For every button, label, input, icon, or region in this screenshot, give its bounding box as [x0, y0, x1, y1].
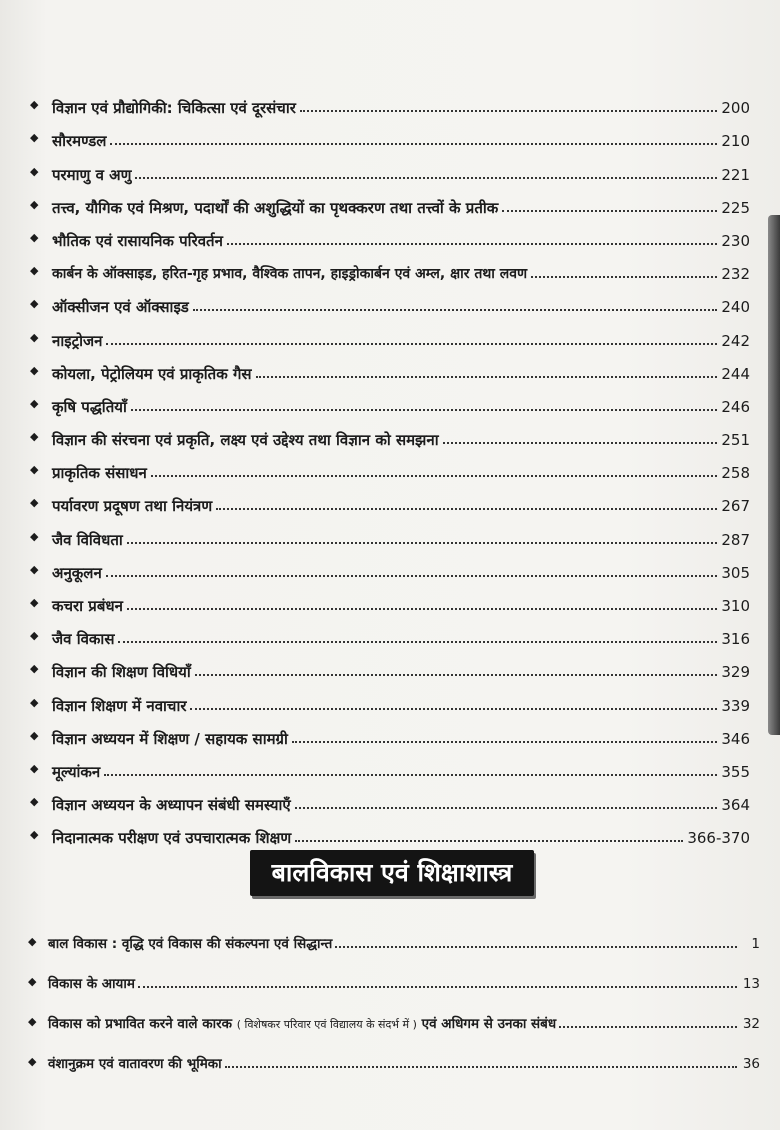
toc-row[interactable]: [30, 383, 750, 416]
toc-row[interactable]: [28, 993, 760, 1033]
toc-row[interactable]: [30, 316, 750, 349]
toc-title: कृषि पद्धतियाँ: [52, 397, 127, 416]
toc-row[interactable]: [30, 681, 750, 714]
toc-science-section: [30, 84, 750, 847]
toc-title: प्राकृतिक संसाधन: [52, 464, 147, 483]
toc-title: सौरमण्डल: [52, 132, 107, 151]
toc-row[interactable]: [30, 781, 750, 814]
diamond-bullet-icon: ◆: [30, 430, 39, 444]
toc-title: विज्ञान अध्ययन के अध्यापन संबंधी समस्याएँ: [52, 796, 291, 815]
diamond-bullet-icon: ◆: [28, 975, 37, 988]
dot-leader: [106, 575, 718, 577]
toc-title: तत्त्व, यौगिक एवं मिश्रण, पदार्थों की अशुद्धियों का पृथक्करण तथा तत्त्वों के प्रतीक: [52, 198, 499, 217]
toc-page-number: 316: [721, 630, 750, 649]
toc-page-number: 242: [721, 331, 750, 350]
diamond-bullet-icon: ◆: [28, 1015, 37, 1028]
toc-row[interactable]: [30, 184, 750, 217]
toc-page-number: 13: [742, 976, 760, 992]
toc-row[interactable]: [30, 283, 750, 316]
toc-page-number: 230: [721, 231, 750, 250]
toc-title: परमाणु व अणु: [52, 165, 132, 184]
toc-title: कोयला, पेट्रोलियम एवं प्राकृतिक गैस: [52, 364, 252, 383]
dot-leader: [106, 343, 717, 345]
toc-row[interactable]: [30, 748, 750, 781]
toc-title: बाल विकास : वृद्धि एवं विकास की संकल्पना एवं सिद्धान्त: [48, 936, 333, 952]
toc-page-number: 258: [721, 464, 750, 483]
dot-leader: [104, 774, 717, 776]
dot-leader: [195, 674, 718, 676]
toc-page-number: 305: [721, 563, 750, 582]
toc-page-number: 240: [721, 298, 750, 317]
diamond-bullet-icon: ◆: [30, 363, 39, 377]
toc-row[interactable]: [30, 648, 750, 681]
toc-page-number: 32: [742, 1016, 760, 1032]
diamond-bullet-icon: ◆: [28, 935, 37, 948]
toc-page-number: 221: [721, 165, 750, 184]
toc-row[interactable]: [30, 250, 750, 283]
toc-page-number: 246: [721, 397, 750, 416]
toc-page-number: 210: [721, 132, 750, 151]
toc-row[interactable]: [30, 217, 750, 250]
toc-title: विज्ञान अध्ययन में शिक्षण / सहायक सामग्री: [52, 729, 288, 748]
section-heading: बालविकास एवं शिक्षाशास्त्र: [250, 850, 534, 896]
toc-page-number: 364: [721, 796, 750, 815]
dot-leader: [193, 309, 718, 311]
toc-title: विज्ञान की शिक्षण विधियाँ: [52, 663, 191, 682]
dot-leader: [502, 210, 717, 212]
section-heading-box: [250, 850, 534, 900]
diamond-bullet-icon: ◆: [30, 197, 39, 211]
toc-title: मूल्यांकन: [52, 762, 101, 781]
toc-title: जैव विविधता: [52, 530, 123, 549]
toc-row[interactable]: [30, 615, 750, 648]
toc-page-number: 339: [721, 696, 750, 715]
page-edge-tab: [768, 215, 780, 735]
toc-row[interactable]: [30, 715, 750, 748]
toc-row[interactable]: [30, 482, 750, 515]
diamond-bullet-icon: ◆: [30, 662, 39, 676]
diamond-bullet-icon: ◆: [30, 629, 39, 643]
toc-title: विज्ञान शिक्षण में नवाचार: [52, 696, 187, 715]
diamond-bullet-icon: ◆: [30, 728, 39, 742]
toc-page-number: 251: [721, 431, 750, 450]
toc-page-number: 244: [721, 364, 750, 383]
diamond-bullet-icon: ◆: [30, 164, 39, 178]
toc-title: वंशानुक्रम एवं वातावरण की भूमिका: [48, 1056, 222, 1072]
dot-leader: [256, 376, 718, 378]
toc-row[interactable]: [28, 913, 760, 953]
dot-leader: [190, 708, 717, 710]
toc-title: विज्ञान एवं प्रौद्योगिकी: चिकित्सा एवं दूरसंचार: [52, 99, 296, 118]
toc-title: पर्यावरण प्रदूषण तथा नियंत्रण: [52, 497, 213, 516]
dot-leader: [292, 741, 717, 743]
toc-row[interactable]: [30, 515, 750, 548]
toc-title: ऑक्सीजन एवं ऑक्साइड: [52, 298, 189, 317]
dot-leader: [227, 243, 717, 245]
toc-title: भौतिक एवं रासायनिक परिवर्तन: [52, 231, 223, 250]
toc-title: विकास के आयाम: [48, 976, 135, 992]
dot-leader: [135, 177, 717, 179]
toc-title: विज्ञान की संरचना एवं प्रकृति, लक्ष्य एवं उद्देश्य तथा विज्ञान को समझना: [52, 431, 439, 450]
diamond-bullet-icon: ◆: [30, 795, 39, 809]
toc-title: नाइट्रोजन: [52, 331, 103, 350]
diamond-bullet-icon: ◆: [30, 529, 39, 543]
diamond-bullet-icon: ◆: [30, 562, 39, 576]
toc-page-number: 310: [721, 597, 750, 615]
toc-title: अनुकूलन: [52, 563, 102, 582]
toc-title: निदानात्मक परीक्षण एवं उपचारात्मक शिक्षण: [52, 829, 292, 848]
dot-leader: [151, 475, 718, 477]
toc-page-number: 355: [721, 762, 750, 781]
toc-row[interactable]: [30, 150, 750, 183]
diamond-bullet-icon: ◆: [30, 297, 39, 311]
dot-leader: [335, 946, 737, 948]
diamond-bullet-icon: ◆: [30, 828, 39, 842]
toc-row[interactable]: [28, 1033, 760, 1073]
toc-row[interactable]: [30, 582, 750, 615]
diamond-bullet-icon: ◆: [30, 695, 39, 709]
toc-page-number: 366-370: [687, 829, 750, 848]
dot-leader: [300, 110, 718, 112]
diamond-bullet-icon: ◆: [30, 230, 39, 244]
toc-page-number: 346: [721, 729, 750, 748]
toc-title-note: ( विशेषकर परिवार एवं विद्यालय के संदर्भ में ): [236, 1018, 417, 1031]
dot-leader: [131, 409, 718, 411]
diamond-bullet-icon: ◆: [30, 761, 39, 775]
dot-leader: [531, 276, 717, 278]
toc-row[interactable]: [30, 416, 750, 449]
toc-row[interactable]: [30, 814, 750, 847]
toc-page-number: 1: [751, 936, 760, 952]
dot-leader: [295, 807, 718, 809]
diamond-bullet-icon: ◆: [30, 463, 39, 477]
toc-row[interactable]: [30, 84, 750, 117]
dot-leader: [295, 840, 683, 842]
toc-title: [48, 1016, 556, 1033]
diamond-bullet-icon: ◆: [30, 496, 39, 510]
diamond-bullet-icon: ◆: [28, 1055, 37, 1068]
diamond-bullet-icon: ◆: [30, 264, 39, 278]
toc-page-number: 329: [721, 663, 750, 682]
toc-page-number: 287: [721, 530, 750, 549]
toc-pedagogy-section: [28, 913, 760, 1073]
diamond-bullet-icon: ◆: [30, 330, 39, 344]
toc-title-main: विकास को प्रभावित करने वाले कारक: [48, 1016, 233, 1032]
toc-row[interactable]: [28, 953, 760, 993]
dot-leader: [127, 542, 718, 544]
dot-leader: [216, 508, 717, 510]
toc-title: कचरा प्रबंधन: [52, 597, 123, 615]
toc-title-end: एवं अधिगम से उनका संबंध: [421, 1016, 557, 1032]
dot-leader: [559, 1026, 737, 1028]
diamond-bullet-icon: ◆: [30, 131, 39, 145]
diamond-bullet-icon: ◆: [30, 396, 39, 410]
dot-leader: [110, 143, 717, 145]
toc-page-number: 225: [721, 198, 750, 217]
diamond-bullet-icon: ◆: [30, 98, 39, 112]
toc-row[interactable]: [30, 449, 750, 482]
toc-title: कार्बन के ऑक्साइड, हरित-गृह प्रभाव, वैश्विक तापन, हाइड्रोकार्बन एवं अम्ल, क्षार तथा लवण: [52, 266, 528, 283]
toc-title: जैव विकास: [52, 630, 115, 649]
dot-leader: [225, 1066, 737, 1068]
toc-page-number: 232: [721, 265, 750, 284]
toc-row[interactable]: [30, 117, 750, 150]
toc-page-number: 200: [721, 99, 750, 118]
dot-leader: [443, 442, 718, 444]
toc-page-number: 267: [721, 497, 750, 516]
toc-row[interactable]: [30, 350, 750, 383]
dot-leader: [127, 608, 717, 610]
dot-leader: [138, 986, 737, 988]
diamond-bullet-icon: ◆: [30, 596, 39, 609]
toc-page-number: 36: [742, 1056, 760, 1072]
dot-leader: [118, 641, 717, 643]
toc-row[interactable]: [30, 549, 750, 582]
